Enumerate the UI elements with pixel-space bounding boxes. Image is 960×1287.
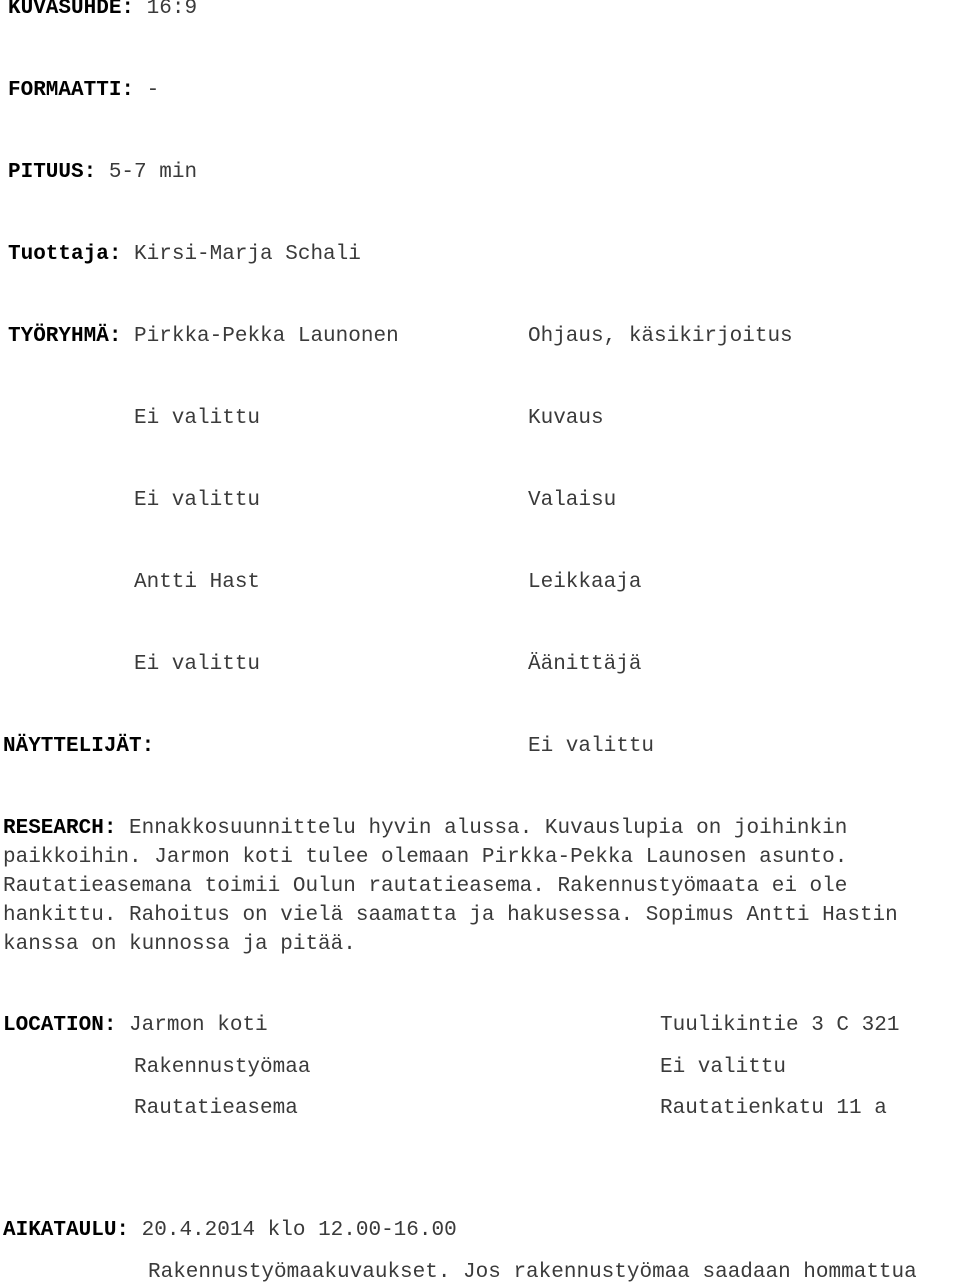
crew-role: Äänittäjä xyxy=(528,653,642,676)
tuottaja-row xyxy=(8,240,361,269)
pituus-label: PITUUS: xyxy=(8,161,97,184)
crew-name: Ei valittu xyxy=(134,489,261,512)
research-line: Rautatieasemana toimii Oulun rautatieasema. Rakennustyömaata ei ole xyxy=(3,875,848,898)
location-address: Ei valittu xyxy=(660,1056,787,1079)
tyoryhma-row xyxy=(8,322,399,351)
crew-role: Leikkaaja xyxy=(528,571,642,594)
location-place: Jarmon koti xyxy=(129,1014,268,1037)
research-line: RESEARCH: Ennakkosuunnittelu hyvin alussa. Kuvauslupia on joihinkin xyxy=(3,817,848,840)
location-place: Rautatieasema xyxy=(134,1097,298,1120)
kuvasuhde-value: 16:9 xyxy=(146,0,198,20)
kuvasuhde-label: KUVASUHDE: xyxy=(8,0,135,20)
crew-role: Valaisu xyxy=(528,489,617,512)
research-label: RESEARCH: xyxy=(3,817,117,840)
formaatti-value: - xyxy=(146,79,160,102)
aikataulu-line: Rakennustyömaakuvaukset. Jos rakennustyömaa saadaan hommattua xyxy=(148,1261,917,1284)
location-address: Tuulikintie 3 C 321 xyxy=(660,1014,900,1037)
aikataulu-value: 20.4.2014 klo 12.00-16.00 xyxy=(141,1219,457,1242)
crew-name: Antti Hast xyxy=(134,571,261,594)
crew-name: Ei valittu xyxy=(134,407,261,430)
tyoryhma-label: TYÖRYHMÄ: xyxy=(8,325,122,348)
crew-role: Kuvaus xyxy=(528,407,604,430)
research-line: paikkoihin. Jarmon koti tulee olemaan Pirkka-Pekka Launosen asunto. xyxy=(3,846,848,869)
formaatti-label: FORMAATTI: xyxy=(8,79,135,102)
kuvasuhde-row xyxy=(8,0,197,23)
research-section xyxy=(3,814,958,959)
location-address: Rautatienkatu 11 a xyxy=(660,1097,887,1120)
nayttelijat-label: NÄYTTELIJÄT: xyxy=(3,735,155,758)
research-line: hankittu. Rahoitus on vielä saamatta ja hakusessa. Sopimus Antti Hastin xyxy=(3,904,898,927)
pituus-value: 5-7 min xyxy=(108,161,198,184)
crew-role: Ohjaus, käsikirjoitus xyxy=(528,325,793,348)
formaatti-row xyxy=(8,76,159,105)
research-line: kanssa on kunnossa ja pitää. xyxy=(3,933,356,956)
aikataulu-row xyxy=(3,1216,457,1245)
crew-name: Pirkka-Pekka Launonen xyxy=(134,325,399,348)
location-row xyxy=(3,1011,268,1040)
tuottaja-label: Tuottaja: xyxy=(8,243,122,266)
nayttelijat-value: Ei valittu xyxy=(528,735,655,758)
tuottaja-value: Kirsi-Marja Schali xyxy=(134,243,361,266)
location-label: LOCATION: xyxy=(3,1014,117,1037)
location-place: Rakennustyömaa xyxy=(134,1056,311,1079)
pituus-row xyxy=(8,158,197,187)
aikataulu-label: AIKATAULU: xyxy=(3,1219,130,1242)
crew-name: Ei valittu xyxy=(134,653,261,676)
